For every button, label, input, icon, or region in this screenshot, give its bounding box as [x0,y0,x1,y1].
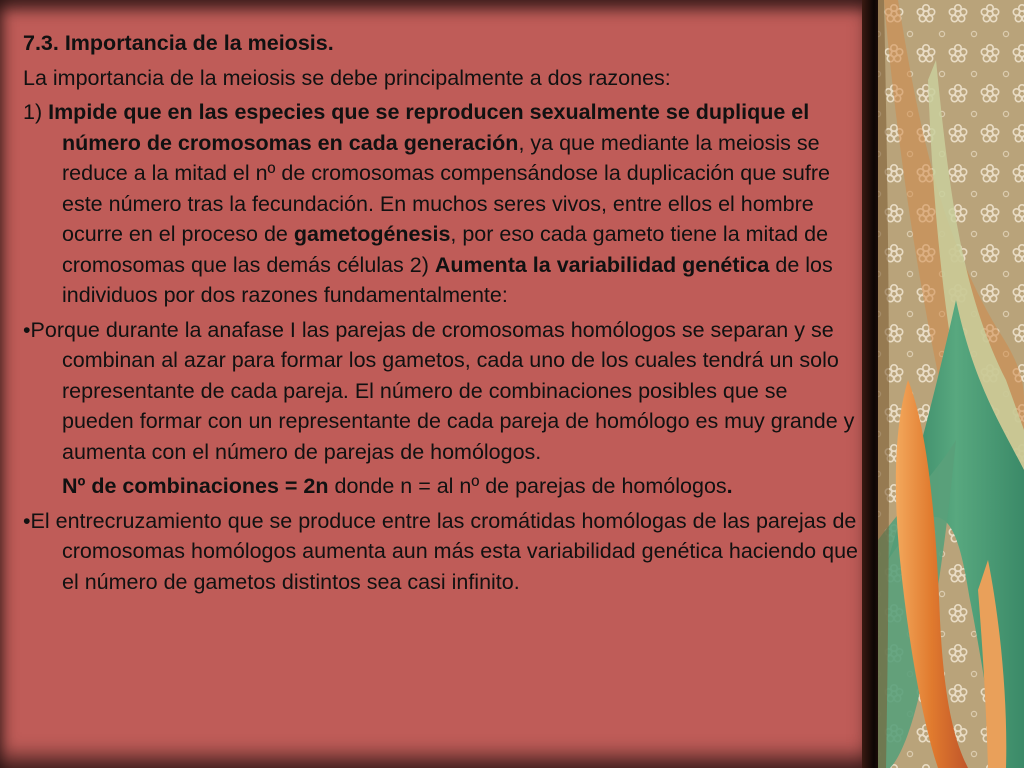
decorative-sidebar [878,0,1024,768]
point-1-text-2: , por eso cada gameto tiene la mitad de cromosomas que las demás células 2) [62,222,829,277]
formula-text: donde n = al nº de parejas de homólogos [328,474,727,498]
slide-content [23,28,863,601]
decorative-artwork [878,0,1024,768]
formula-bold: Nº de combinaciones = 2n [62,474,329,498]
point-1-bold-3: Aumenta la variabilidad genética [434,252,770,277]
point-1-bold-1: Impide que en las especies que se reproducen sexualmente se duplique el número de cromosomas en cada generación [48,100,810,155]
point-1-bold-2: gametogénesis [293,222,451,246]
intro-text: La importancia de la meiosis se debe principalmente a dos razones: [23,65,671,90]
point-1-text-1: , ya que mediante la meiosis se reduce a la mitad el nº de cromosomas compensándose la duplicación que sufre este número tras la fecundación. En muchos seres vivos, entre ellos el hombre ocurre en el proceso de [62,130,830,246]
point-1 [23,97,863,311]
bullet-entrecruzamiento: •El entrecruzamiento que se produce entre las cromátidas homólogas de las parejas de cromosomas homólogos aumenta aun más esta variabilidad genética haciendo que el número de gametos distintos sea casi infinito. [23,508,858,594]
formula-line [23,471,863,502]
formula-end: . [726,474,733,498]
point-1-number: 1) [23,100,49,124]
bullet-anafase: •Porque durante la anafase I las parejas de cromosomas homólogos se separan y se combinan al azar para formar los gametos, cada uno de los cuales tendrá un solo representante de cada pareja. El número de combinaciones posibles que se pueden formar con un representante de cada pareja de homólogo es muy grande y aumenta con el número de parejas de homólogos. [23,317,855,464]
slide-title: 7.3. Importancia de la meiosis. [23,31,334,55]
point-1-text-3: de los individuos por dos razones fundamentalmente: [62,252,833,307]
